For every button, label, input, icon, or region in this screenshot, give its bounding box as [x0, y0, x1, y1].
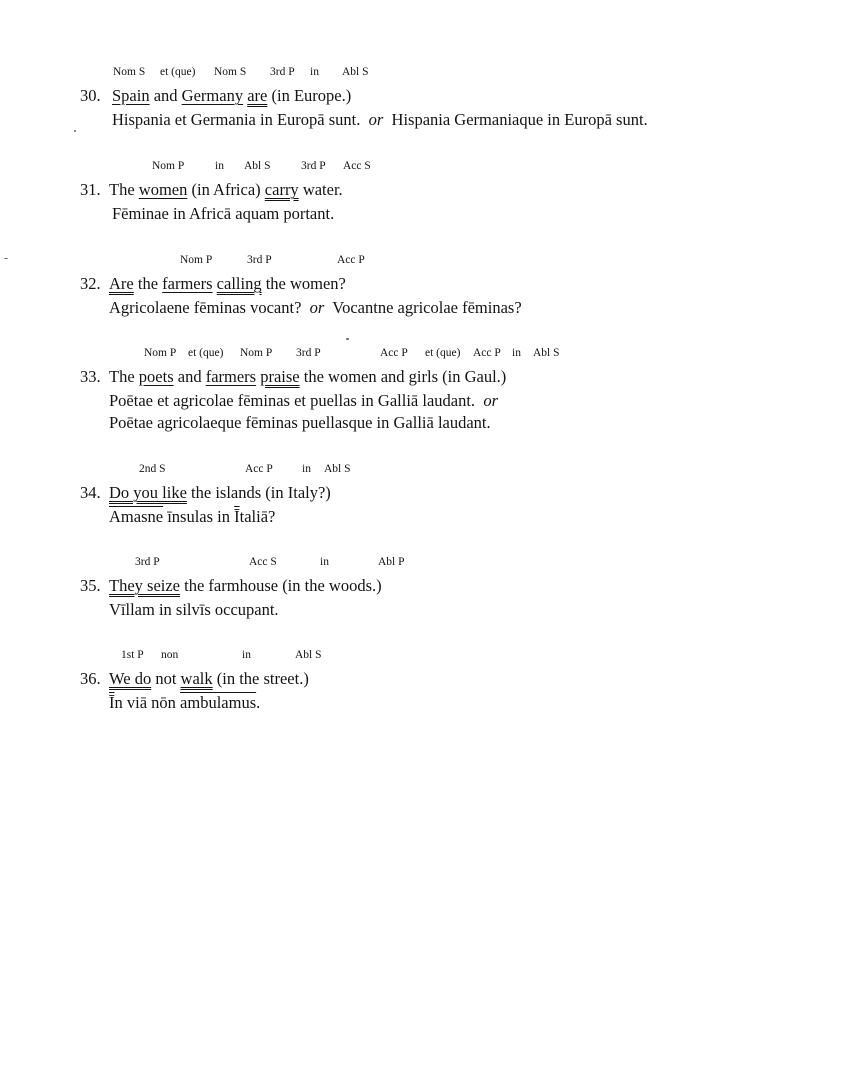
grammar-label: in	[242, 649, 251, 661]
latin-translation: Vīllam in silvīs occupant.	[109, 600, 279, 619]
grammar-label: Abl S	[324, 463, 351, 475]
latin-translation: Amasne īnsulas in $\overline{Ī}taliā$?	[109, 507, 276, 526]
grammar-label: Nom S	[113, 66, 146, 78]
latin-translation: Fēminae in Africā aquam portant.	[112, 204, 335, 223]
grammar-label: Abl S	[342, 66, 369, 78]
grammar-label: Acc P	[473, 347, 501, 359]
grammar-label: in	[310, 66, 319, 78]
grammar-label: in	[302, 463, 311, 475]
grammar-label: et (que)	[425, 347, 461, 359]
item-number: 36.	[80, 669, 101, 688]
english-sentence: The poets and farmers praise the women and girls (in Gaul.)	[109, 367, 507, 386]
grammar-label: Acc P	[337, 254, 365, 266]
latin-translation: $\overline{Ī}n$ viā nōn ambulamus.	[109, 693, 261, 712]
grammar-label: in	[215, 160, 224, 172]
grammar-label: 3rd P	[270, 66, 295, 78]
english-sentence: We do not walk (in the street.)	[109, 669, 309, 688]
grammar-label: Nom P	[144, 347, 177, 359]
grammar-label: Abl S	[295, 649, 322, 661]
item-number: 31.	[80, 180, 101, 199]
grammar-label: Acc P	[245, 463, 273, 475]
latin-translation: Poētae et agricolae fēminas et puellas in Galliā laudant. or	[109, 391, 498, 410]
scan-speck	[346, 338, 349, 340]
grammar-label: 3rd P	[296, 347, 321, 359]
item-number: 35.	[80, 576, 101, 595]
item-number: 32.	[80, 274, 101, 293]
grammar-label: in	[512, 347, 521, 359]
grammar-label: Nom P	[180, 254, 213, 266]
grammar-label: et (que)	[160, 66, 196, 78]
scan-speck	[4, 258, 8, 259]
grammar-label: Acc P	[380, 347, 408, 359]
grammar-label: non	[161, 649, 179, 661]
grammar-label: et (que)	[188, 347, 224, 359]
grammar-label: 2nd S	[139, 463, 166, 475]
item-number: 30.	[80, 86, 101, 105]
grammar-label: 3rd P	[247, 254, 272, 266]
grammar-label: Abl S	[244, 160, 271, 172]
grammar-label: Nom P	[240, 347, 273, 359]
grammar-label: Nom P	[152, 160, 185, 172]
english-sentence: Do you like the islands (in Italy?)	[109, 483, 331, 502]
grammar-label: Acc S	[343, 160, 371, 172]
latin-translation: Agricolaene fēminas vocant? or Vocantne agricolae fēminas?	[109, 298, 522, 317]
english-sentence: The women (in Africa) carry water.	[109, 180, 343, 199]
latin-translation-alt: Poētae agricolaeque fēminas puellasque in Galliā laudant.	[109, 413, 491, 432]
latin-translation: Hispania et Germania in Europā sunt. or Hispania Germaniaque in Europā sunt.	[112, 110, 648, 129]
grammar-label: Acc S	[249, 556, 277, 568]
item-number: 33.	[80, 367, 101, 386]
grammar-label: in	[320, 556, 329, 568]
grammar-label: 3rd P	[135, 556, 160, 568]
grammar-label: Abl P	[378, 556, 405, 568]
grammar-label: Abl S	[533, 347, 560, 359]
english-sentence: They seize the farmhouse (in the woods.)	[109, 576, 382, 595]
english-sentence: Are the farmers calling the women?	[109, 274, 346, 293]
grammar-label: 3rd P	[301, 160, 326, 172]
grammar-label: Nom S	[214, 66, 247, 78]
english-sentence: Spain and Germany are (in Europe.)	[112, 86, 352, 105]
grammar-label: 1st P	[121, 649, 144, 661]
item-number: 34.	[80, 483, 101, 502]
scan-speck	[74, 130, 76, 132]
